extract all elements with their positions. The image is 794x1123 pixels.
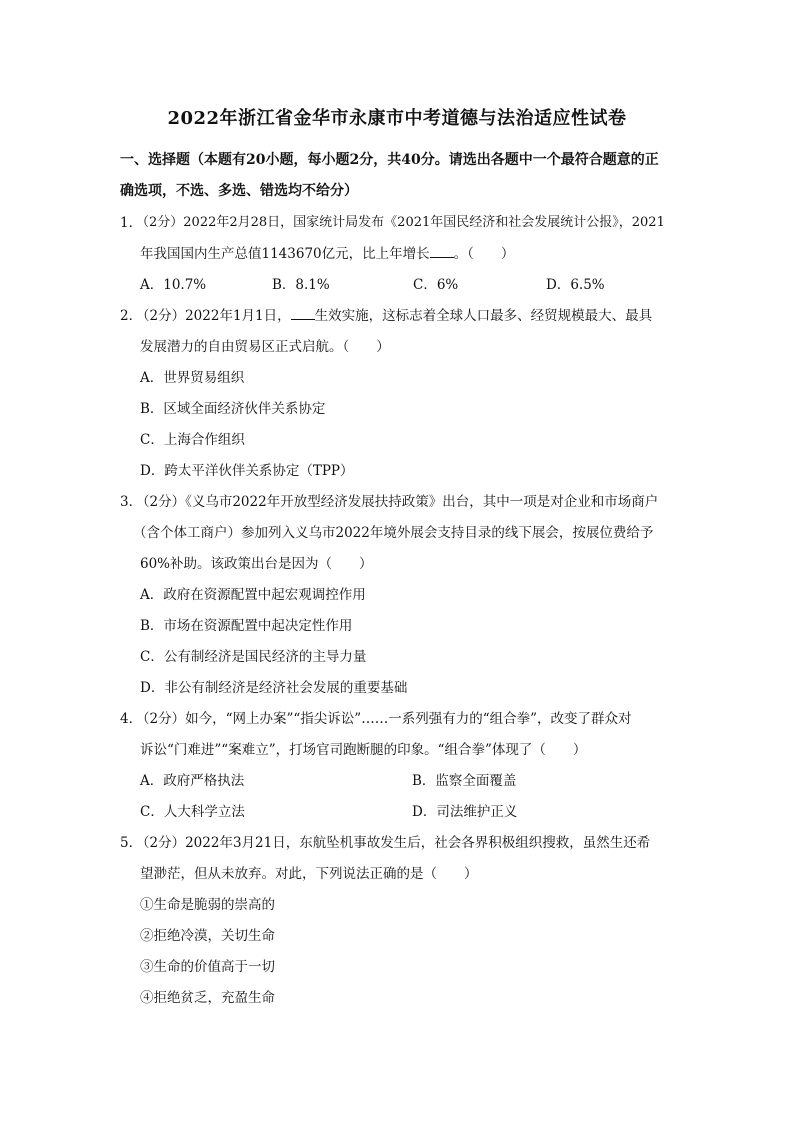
statement-3: ③生命的价值高于一切 — [140, 959, 275, 975]
question-number: 3． — [120, 494, 143, 510]
question-text-line: 望渺茫，但从未放弃。对此，下列说法正确的是（ ） — [140, 866, 478, 882]
option-d: D．司法维护正义 — [412, 804, 518, 820]
statement-2: ②拒绝冷漠，关切生命 — [140, 928, 275, 944]
page-title: 2022年浙江省金华市永康市中考道德与法治适应性试卷 — [167, 108, 627, 129]
option-c: C．人大科学立法 — [140, 804, 245, 820]
option-d: D．非公有制经济是经济社会发展的重要基础 — [140, 680, 408, 696]
option-c: C．上海合作组织 — [140, 432, 245, 448]
section-heading-line-2: 确选项，不选、多选、错选均不给分） — [120, 183, 358, 199]
option-a: A．政府严格执法 — [140, 773, 245, 789]
question-number: 5． — [120, 835, 143, 851]
option-b: B．市场在资源配置中起决定性作用 — [140, 618, 353, 634]
question-text-line: 60%补助。该政策出台是因为（ ） — [140, 556, 373, 572]
question-text-line: 诉讼“门难进”“案难立”，打场官司跑断腿的印象。“组合拳”体现了（ ） — [140, 742, 587, 758]
question-text-line: （2分）《义乌市2022年开放型经济发展扶持政策》出台，其中一项是对企业和市场商户 — [136, 494, 659, 510]
option-b: B．区域全面经济伙伴关系协定 — [140, 401, 326, 417]
section-heading-line-1: 一、选择题（本题有20小题，每小题2分，共40分。请选出各题中一个最符合题意的正 — [120, 152, 659, 168]
question-text-line: （含个体工商户）参加列入义乌市2022年境外展会支持目录的线下展会，按展位费给予 — [133, 525, 654, 541]
option-a: A．世界贸易组织 — [140, 370, 245, 386]
statement-1: ①生命是脆弱的崇高的 — [140, 897, 275, 913]
question-text-line: 发展潜力的自由贸易区正式启航。（ ） — [140, 339, 390, 355]
question-text-line: （2分）2022年3月21日，东航坠机事故发生后，社会各界积极组织搜救，虽然生还希 — [136, 835, 651, 851]
answer-blank — [291, 307, 315, 320]
question-text-line: （2分）2022年1月1日， 生效实施，这标志着全球人口最多、经贸规模最大、最具 — [136, 308, 653, 324]
option-d: D．跨太平洋伙伴关系协定（TPP） — [140, 463, 354, 479]
option-b: B．8.1% — [272, 277, 330, 293]
question-number: 4． — [120, 711, 143, 727]
option-b: B．监察全面覆盖 — [412, 773, 517, 789]
option-c: C．6% — [413, 277, 459, 293]
option-a: A．10.7% — [140, 277, 207, 293]
statement-4: ④拒绝贫乏，充盈生命 — [140, 990, 275, 1006]
option-d: D．6.5% — [546, 277, 605, 293]
option-c: C．公有制经济是国民经济的主导力量 — [140, 649, 367, 665]
option-a: A．政府在资源配置中起宏观调控作用 — [140, 587, 366, 603]
question-text-line: （2分）如今，“网上办案”“指尖诉讼”……一系列强有力的“组合拳”，改变了群众对 — [136, 711, 632, 727]
question-number: 2． — [120, 308, 143, 324]
answer-blank — [430, 245, 454, 258]
question-text-line: 年我国国内生产总值1143670亿元，比上年增长 。（ ） — [140, 246, 515, 262]
question-number: 1． — [120, 215, 143, 231]
question-text-line: （2分）2022年2月28日，国家统计局发布《2021年国民经济和社会发展统计公报》，2021 — [136, 215, 665, 230]
